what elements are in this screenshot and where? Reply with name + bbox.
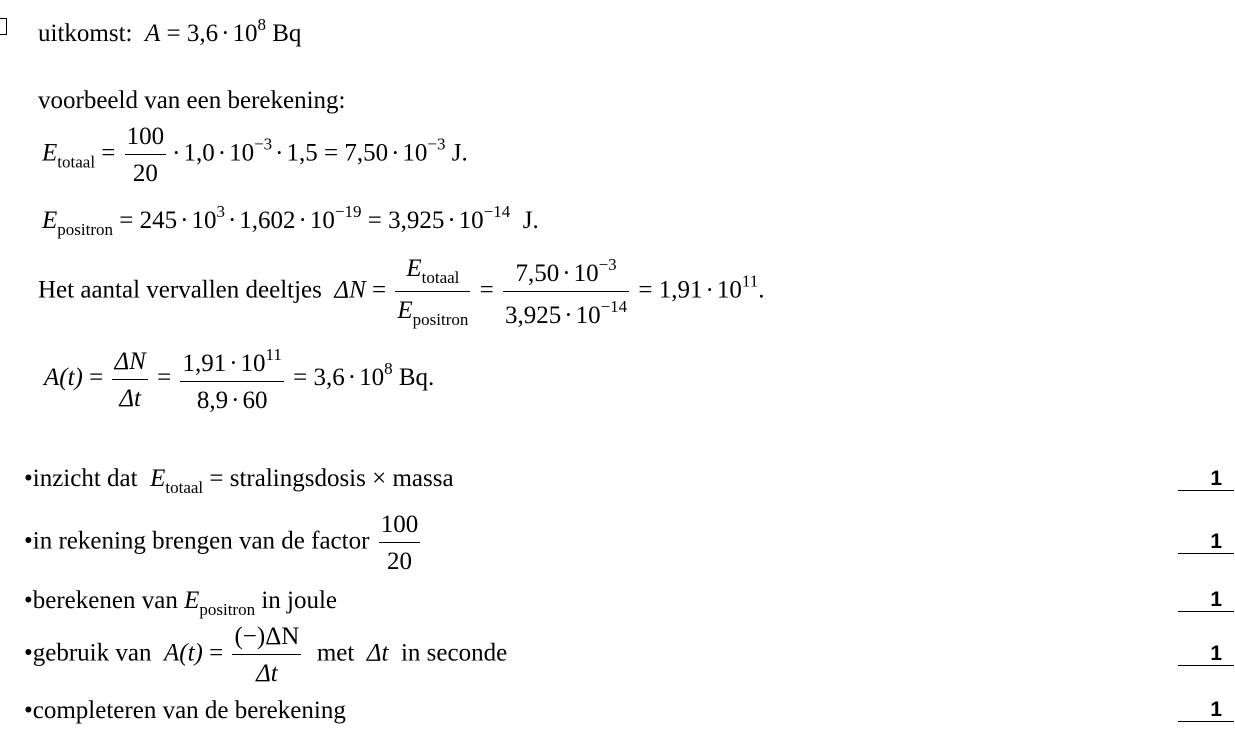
eq4-num-symbol: ΔN — [112, 349, 147, 380]
eq1-subscript: totaal — [57, 152, 96, 172]
criterion-4-fraction — [232, 624, 301, 686]
eq2-result: 3,925 — [388, 207, 445, 234]
eq4-num-value: 1,91 — [182, 350, 227, 377]
eq4-num-exp: 11 — [265, 345, 282, 364]
eq3-num-value: 7,50 — [515, 260, 560, 287]
eq2-ten-b: 10 — [309, 207, 335, 234]
eq1-symbol: E — [42, 139, 58, 167]
result-unit: Bq — [272, 20, 302, 47]
criterion-1-post: = stralingsdosis × massa — [209, 465, 454, 492]
equation-e-totaal: $E_{totaal}$ = $\frac{100}{20}$ · $1,0 \cdot 10^{-3} \cdot 1,5 = 7,50 \cdot 10^{-3}$ J. — [42, 123, 468, 187]
eq3-fraction-energy — [395, 256, 470, 328]
criterion-3 — [24, 588, 337, 618]
eq3-den-symbol: E — [397, 297, 413, 324]
bullet: • — [24, 697, 33, 724]
criterion-2-fraction — [379, 512, 421, 574]
result-ten: 10 — [232, 20, 258, 47]
eq4-fraction-symbolic — [112, 349, 147, 411]
eq2-symbol: E — [42, 207, 58, 234]
result-var: A — [144, 20, 161, 47]
eq2-result-exp: −14 — [483, 202, 511, 221]
eq1-exp: −3 — [254, 134, 273, 154]
eq1-numerator: 100 — [125, 124, 167, 155]
eq3-den-ten: 10 — [575, 302, 601, 329]
eq3-den-exp: −14 — [600, 297, 628, 316]
eq3-result: 1,91 — [658, 276, 703, 304]
criterion-2-text: in rekening brengen van de factor — [32, 527, 370, 555]
bullet: • — [24, 527, 33, 555]
eq3-prefix: Het aantal vervallen deeltjes — [38, 276, 322, 304]
eq3-num-subscript: totaal — [421, 268, 460, 287]
eq4-unit: Bq. — [398, 364, 435, 392]
eq3-result-ten: 10 — [716, 276, 742, 304]
criterion-4-numerator: (−)ΔN — [232, 624, 301, 655]
criterion-2-denominator: 20 — [386, 548, 412, 575]
checkbox — [0, 18, 7, 35]
eq3-num-exp: −3 — [598, 255, 617, 274]
eq1-dose: 1,5 — [286, 139, 318, 167]
eq2-result-ten: 10 — [458, 207, 484, 234]
result-mantissa: 3,6 — [186, 20, 219, 47]
eq4-den-symbol: Δt — [119, 384, 141, 412]
result-label: uitkomst: — [38, 20, 133, 47]
result-exp: 8 — [257, 15, 266, 34]
criterion-4-lhs: A(t) — [163, 639, 203, 667]
eq1-result: 7,50 — [344, 139, 389, 167]
criterion-3-post: in joule — [261, 587, 338, 614]
eq3-delta-n: ΔN — [334, 276, 366, 304]
bullet: • — [24, 639, 33, 667]
eq1-denominator: 20 — [132, 160, 158, 187]
criterion-4-dt: Δt — [366, 639, 389, 667]
eq1-result-ten: 10 — [402, 139, 428, 167]
criterion-1-subscript: totaal — [165, 478, 204, 497]
eq3-result-exp: 11 — [741, 271, 759, 291]
equation-delta-n: Het aantal vervallen deeltjes ΔN = $\frac{E_{totaal}}{E_{positron}}$ = $\frac{7,50 \cdot 10^{-3}}{3,925 \cdot 10^{-14}}$ = $1,91 \cdot 10^{11}$. — [38, 255, 765, 329]
eq4-den-seconds: 60 — [242, 387, 268, 414]
eq2-subscript: positron — [57, 220, 114, 239]
eq4-result-ten: 10 — [359, 364, 385, 392]
criterion-2 — [24, 512, 423, 574]
eq4-result: 3,6 — [313, 364, 345, 392]
eq2-exp-a: 3 — [216, 202, 225, 221]
criterion-4-mid: met — [316, 639, 355, 667]
criterion-3-symbol: E — [184, 587, 200, 614]
criterion-5-score: 1 — [1178, 699, 1234, 722]
criterion-1-score: 1 — [1178, 468, 1234, 491]
criterion-4-score: 1 — [1178, 643, 1234, 666]
example-heading: voorbeeld van een berekening: — [38, 87, 346, 114]
eq4-num-ten: 10 — [240, 350, 266, 377]
criterion-5 — [24, 698, 346, 723]
criterion-1 — [24, 466, 454, 496]
eq2-ten-a: 10 — [191, 207, 217, 234]
criterion-2-numerator: 100 — [379, 512, 421, 543]
criterion-4-text: gebruik van — [32, 639, 152, 667]
eq1-result-exp: −3 — [427, 134, 446, 154]
criterion-2-score: 1 — [1178, 531, 1234, 554]
eq2-exp-b: −19 — [334, 202, 362, 221]
eq4-den-minutes: 8,9 — [196, 387, 229, 414]
bullet: • — [24, 587, 33, 614]
eq1-mass: 1,0 — [183, 139, 215, 167]
eq1-fraction — [125, 124, 167, 186]
criterion-4-denominator: Δt — [256, 660, 278, 687]
eq3-den-subscript: positron — [412, 310, 469, 329]
criterion-3-text: berekenen van — [32, 587, 178, 614]
eq3-den-value: 3,925 — [504, 302, 562, 329]
bullet: • — [24, 465, 33, 492]
eq2-charge: 1,602 — [239, 207, 296, 234]
criterion-5-text: completeren van de berekening — [32, 697, 346, 724]
result-line: uitkomst: $A = 3,6 \cdot 10^8$ Bq — [38, 15, 302, 47]
criterion-1-text: inzicht dat — [32, 465, 138, 492]
eq1-ten: 10 — [229, 139, 255, 167]
eq4-result-exp: 8 — [384, 359, 393, 379]
eq3-fraction-values: $\frac{7,50 \cdot 10^{-3}}{3,925 \cdot 10^{-14}}$ — [504, 255, 628, 329]
equation-e-positron: $E_{positron} = 245 \cdot 10^3 \cdot 1,602 \cdot 10^{-19} = 3,925 \cdot 10^{-14}$ J. — [42, 202, 539, 239]
equation-activity: A(t) = $\frac{\Delta N}{\Delta t}$ = $\frac{1,91 \cdot 10^{11}}{8,9 \cdot 60}$ = $3,6 \cdot 10^8$ Bq. — [44, 345, 435, 414]
criterion-3-subscript: positron — [199, 600, 256, 619]
eq3-num-ten: 10 — [573, 260, 599, 287]
eq1-unit: J. — [451, 139, 468, 167]
eq4-fraction-values: $\frac{1,91 \cdot 10^{11}}{8,9 \cdot 60}$ — [182, 345, 282, 414]
criterion-4-post: in seconde — [400, 639, 508, 667]
criterion-4: •gebruik van A(t) = $\frac{(-)\Delta N}{\Delta t}$ met Δt in seconde — [24, 623, 508, 687]
criterion-1-symbol: E — [150, 465, 166, 492]
criterion-3-score: 1 — [1178, 589, 1234, 612]
eq4-lhs: A(t) — [44, 364, 83, 392]
eq3-num-symbol: E — [406, 255, 422, 282]
eq2-unit: J. — [522, 207, 539, 234]
eq2-energy: 245 — [139, 207, 178, 234]
